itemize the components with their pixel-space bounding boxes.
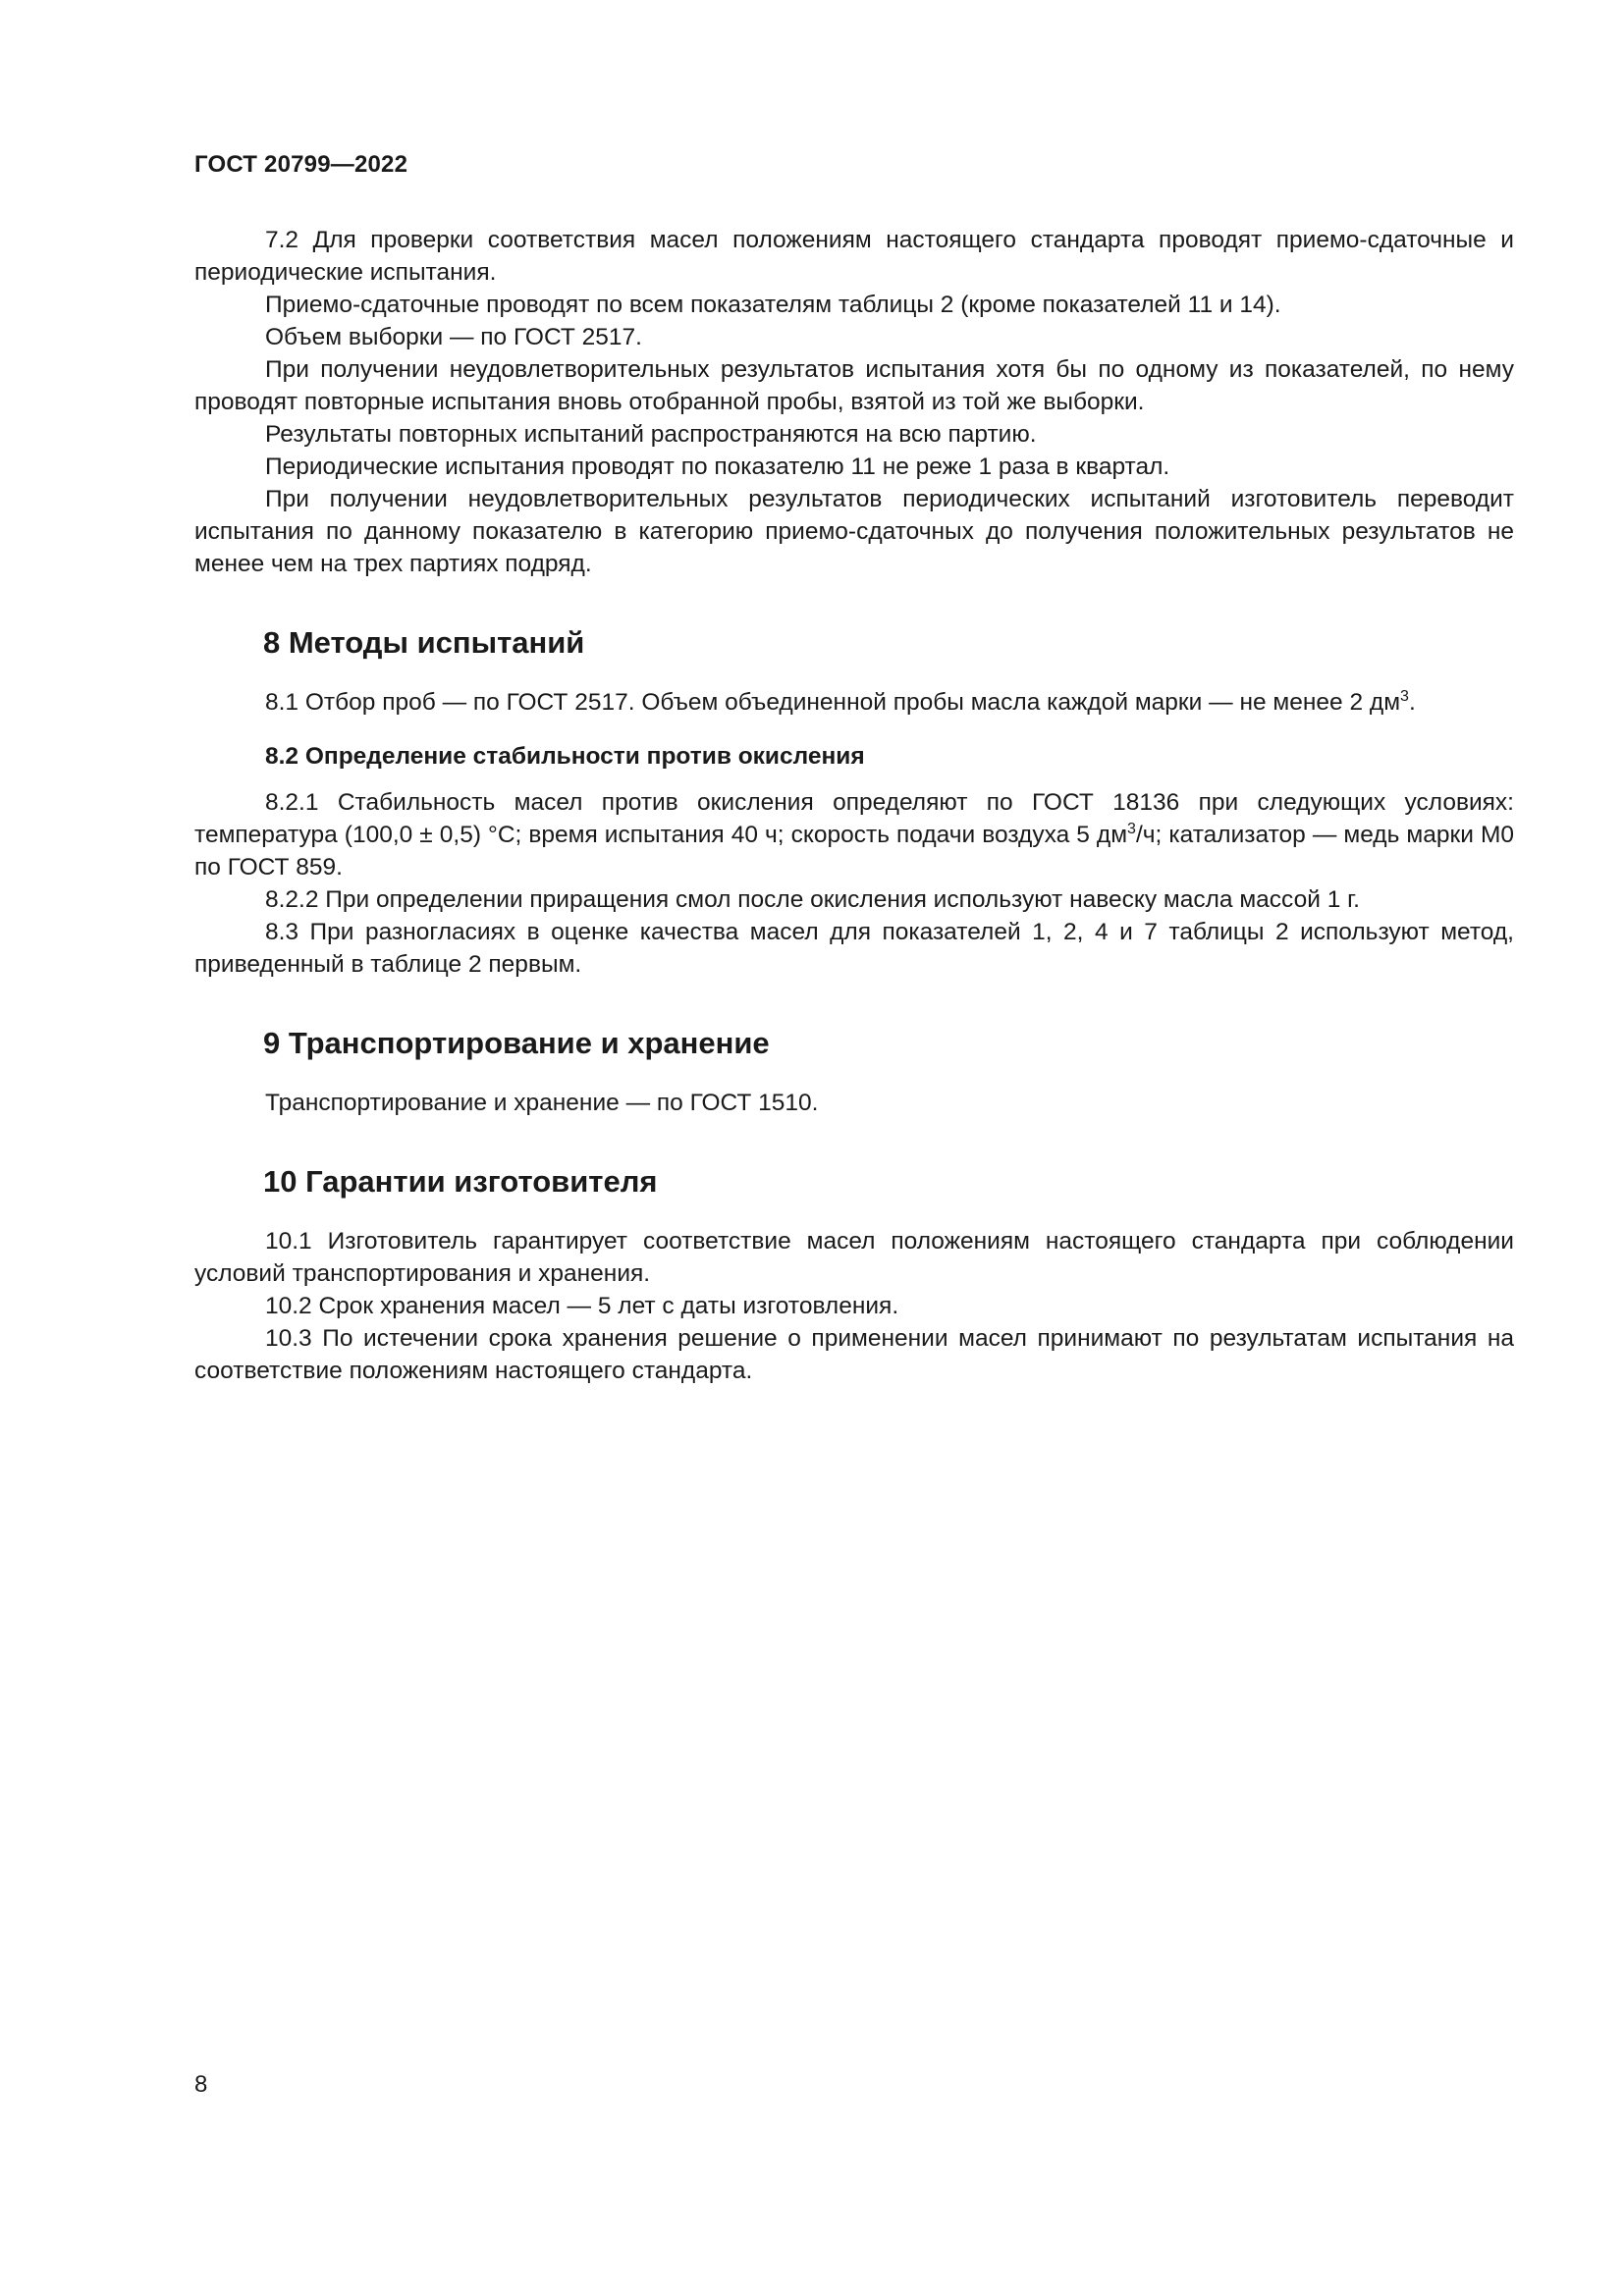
paragraph-periodic-tests: Периодические испытания проводят по показателю 11 не реже 1 раза в квартал. [265, 454, 1170, 480]
paragraph-8-2-1-end: /ч; катализатор — медь марки М0 по ГОСТ 859. [194, 822, 1514, 881]
paragraph-7-2: 7.2 Для проверки соответствия масел положениям настоящего стандарта проводят приемо-сдаточные и периодические испытания. [194, 227, 1514, 286]
section-9-title: 9 Транспортирование и хранение [263, 1026, 770, 1060]
paragraph-sample-size: Объем выборки — по ГОСТ 2517. [265, 324, 642, 350]
paragraph-periodic-failure: При получении неудовлетворительных результатов периодических испытаний изготовитель переводит испытания по данному показателю в категорию приемо-сдаточных до получения положительных результатов не менее чем на трех партиях подряд. [194, 486, 1514, 577]
section-10-title: 10 Гарантии изготовителя [263, 1164, 658, 1199]
paragraph-retest-results: Результаты повторных испытаний распространяются на всю партию. [265, 421, 1037, 448]
page-number: 8 [194, 2071, 208, 2098]
superscript-3: 3 [1400, 687, 1409, 705]
section-8-title: 8 Методы испытаний [263, 625, 585, 660]
paragraph-8-1-text: 8.1 Отбор проб — по ГОСТ 2517. Объем объединенной пробы масла каждой марки — не менее 2 дм [265, 689, 1401, 716]
document-body [194, 224, 1514, 1387]
paragraph-8-2-1-text: 8.2.1 Стабильность масел против окисления определяют по ГОСТ 18136 при следующих условиях: температура (100,0 ± 0,5) °С; время испытания 40 ч; скорость подачи воздуха 5 дм [194, 789, 1514, 848]
paragraph-9: Транспортирование и хранение — по ГОСТ 1510. [265, 1090, 819, 1116]
subsection-8-2-title: 8.2 Определение стабильности против окисления [265, 743, 865, 770]
superscript-3: 3 [1127, 820, 1136, 837]
document-id-header: ГОСТ 20799—2022 [194, 151, 408, 178]
paragraph-10-3: 10.3 По истечении срока хранения решение о применении масел принимают по результатам испытания на соответствие положениям настоящего стандарта. [194, 1325, 1514, 1384]
paragraph-8-1 [194, 686, 1514, 719]
paragraph-10-1: 10.1 Изготовитель гарантирует соответствие масел положениям настоящего стандарта при соблюдении условий транспортирования и хранения. [194, 1228, 1514, 1287]
paragraph-8-2-2: 8.2.2 При определении приращения смол после окисления используют навеску масла массой 1 г. [265, 886, 1360, 913]
paragraph-8-3: 8.3 При разногласиях в оценке качества масел для показателей 1, 2, 4 и 7 таблицы 2 используют метод, приведенный в таблице 2 первым. [194, 919, 1514, 978]
paragraph-retest: При получении неудовлетворительных результатов испытания хотя бы по одному из показателей, по нему проводят повторные испытания вновь отобранной пробы, взятой из той же выборки. [194, 356, 1514, 415]
paragraph-8-1-end: . [1408, 689, 1416, 716]
paragraph-8-2-1 [194, 786, 1514, 883]
paragraph-10-2: 10.2 Срок хранения масел — 5 лет с даты изготовления. [265, 1293, 899, 1319]
paragraph-acceptance-tests: Приемо-сдаточные проводят по всем показателям таблицы 2 (кроме показателей 11 и 14). [265, 292, 1281, 318]
